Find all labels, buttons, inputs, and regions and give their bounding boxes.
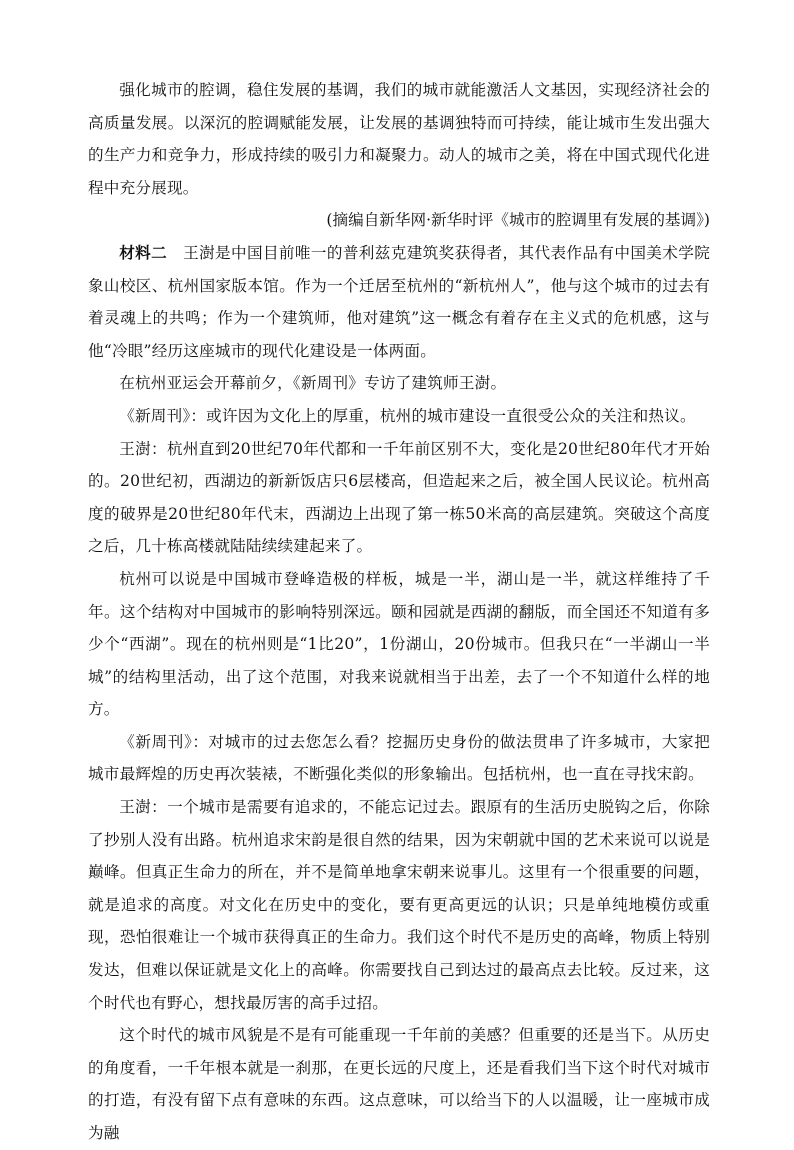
paragraph-9: 这个时代的城市风貌是不是有可能重现一千年前的美感？但重要的还是当下。从历史的角度看，一千年根本就是一刹那，在更长远的尺度上，还是看我们当下这个时代对城市的打造，有没有留下点有意味的东西。这点意味，可以给当下的人以温暖，让一座城市成为融	[88, 1026, 710, 1142]
paragraph-1: 强化城市的腔调，稳住发展的基调，我们的城市就能激活人文基因，实现经济社会的高质量发展。以深沉的腔调赋能发展，让发展的基调独特而可持续，能让城市生发出强大的生产力和竞争力，形成持续的吸引力和凝聚力。动人的城市之美，将在中国式现代化进程中充分展现。	[88, 81, 710, 197]
source-citation: (摘编自新华网·新华时评《城市的腔调里有发展的基调》)	[326, 211, 710, 230]
material-label: 材料二	[119, 243, 168, 262]
paragraph-8: 王澍：一个城市是需要有追求的，不能忘记过去。跟原有的生活历史脱钩之后，你除了抄别人没有出路。杭州追求宋韵是很自然的结果，因为宋朝就中国的艺术来说可以说是巅峰。但真正生命力的所在，并不是简单地拿宋朝来说事儿。这里有一个很重要的问题，就是追求的高度。对文化在历史中的变化，要有更高更远的认识；只是单纯地模仿或重现，恐怕很难让一个城市获得真正的生命力。我们这个时代不是历史的高峰，物质上特别发达，但难以保证就是文化上的高峰。你需要找自己到达过的最高点去比较。反过来，这个时代也有野心，想找最厉害的高手过招。	[88, 798, 710, 1012]
document-page	[88, 74, 710, 1150]
paragraph-2-text: 王澍是中国目前唯一的普利兹克建筑奖获得者，其代表作品有中国美术学院象山校区、杭州国家版本馆。作为一个迁居至杭州的“新杭州人”，他与这个城市的过去有着灵魂上的共鸣；作为一个建筑师，他对建筑”这一概念有着存在主义式的危机感，这与他“冷眼”经历这座城市的现代化建设是一体两面。	[88, 243, 710, 360]
paragraph-3: 在杭州亚运会开幕前夕，《新周刊》专访了建筑师王澍。	[119, 374, 507, 393]
paragraph-7: 《新周刊》：对城市的过去您怎么看？挖掘历史身份的做法贯串了许多城市，大家把城市最辉煌的历史再次装裱，不断强化类似的形象输出。包括杭州，也一直在寻找宋韵。	[88, 732, 710, 784]
paragraph-2	[88, 237, 710, 367]
paragraph-4: 《新周刊》：或许因为文化上的厚重，杭州的城市建设一直很受公众的关注和热议。	[119, 406, 696, 425]
paragraph-5: 王澍：杭州直到20世纪70年代都和一千年前区别不大，变化是20世纪80年代才开始的。20世纪初，西湖边的新新饭店只6层楼高，但造起来之后，被全国人民议论。杭州高度的破界是20世纪80年代末，西湖边上出现了第一栋50米高的高层建筑。突破这个高度之后，几十栋高楼就陆陆续续建起来了。	[88, 439, 710, 556]
paragraph-6: 杭州可以说是中国城市登峰造极的样板，城是一半，湖山是一半，就这样维持了千年。这个结构对中国城市的影响特别深远。颐和园就是西湖的翻版，而全国还不知道有多少个“西湖”。现在的杭州则是“1比20”，1份湖山，20份城市。但我只在“一半湖山一半城”的结构里活动，出了这个范围，对我来说就相当于出差，去了一个不知道什么样的地方。	[88, 569, 710, 719]
